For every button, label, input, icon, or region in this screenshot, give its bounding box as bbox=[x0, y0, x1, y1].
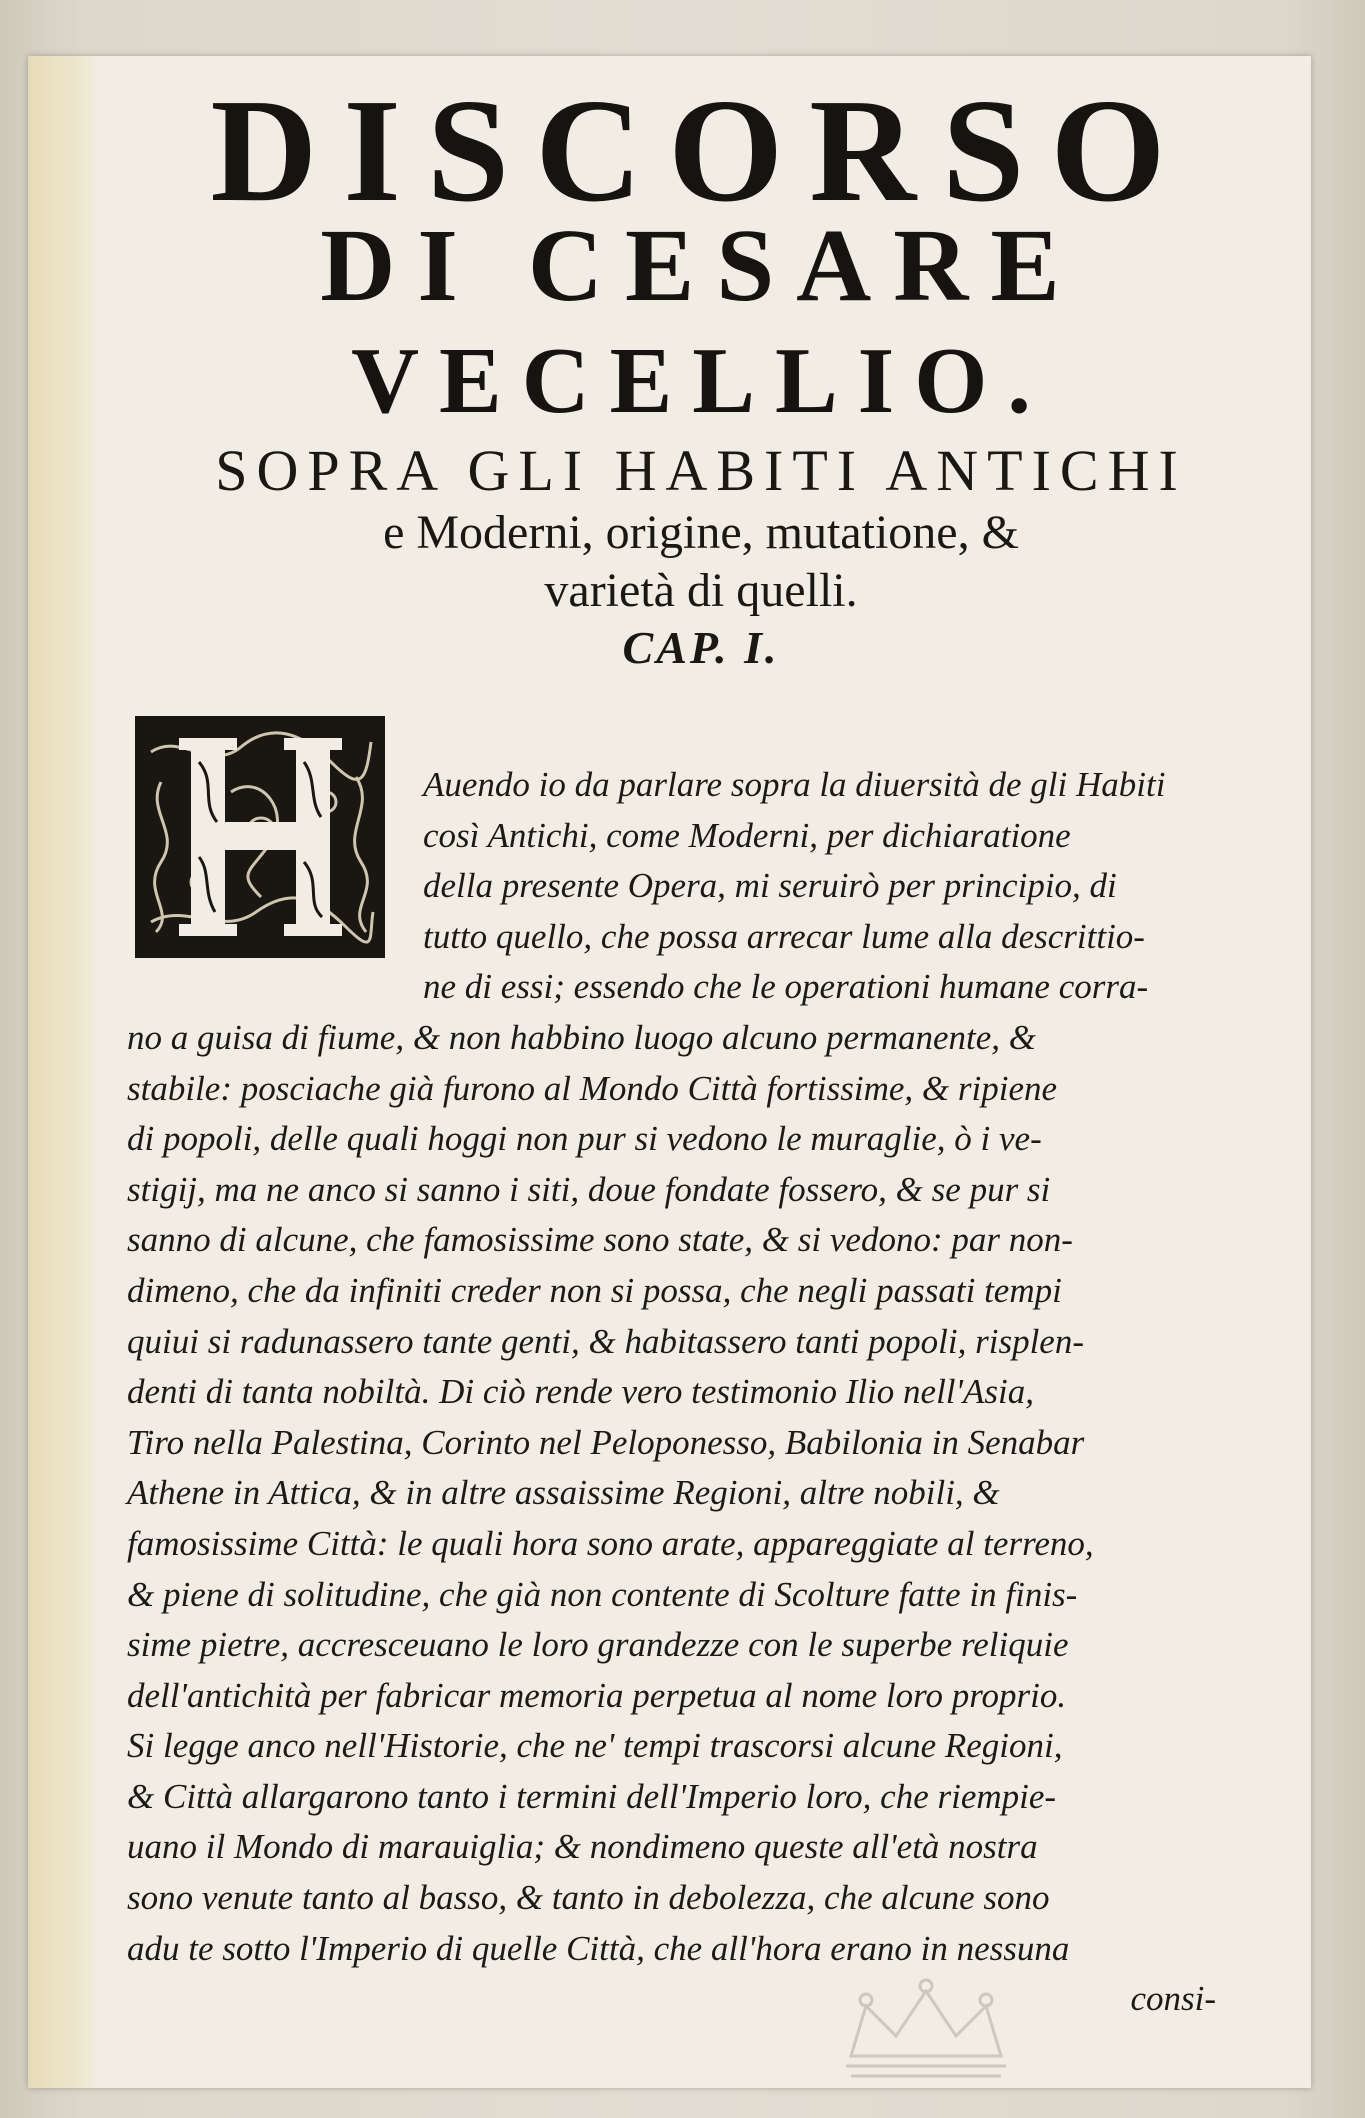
text-line: di popoli, delle quali hoggi non pur si vedono le muraglie, ò i ve- bbox=[127, 1119, 1042, 1159]
text-line: Athene in Attica, & in altre assaissime Regioni, altre nobili, & bbox=[127, 1473, 1000, 1513]
text-line: sono venute tanto al basso, & tanto in debolezza, che alcune sono bbox=[127, 1878, 1050, 1918]
text-line: & piene di solitudine, che già non contente di Scolture fatte in finis- bbox=[127, 1574, 1078, 1614]
text-line: tutto quello, che possa arrecar lume alla descrittio- bbox=[423, 916, 1145, 956]
text-line: ne di essi; essendo che le operationi humane corra- bbox=[423, 967, 1149, 1007]
text-line: Tiro nella Palestina, Corinto nel Peloponesso, Babilonia in Senabar bbox=[127, 1422, 1085, 1462]
crown-stamp-icon bbox=[831, 1976, 1021, 2086]
text-line: no a guisa di fiume, & non habbino luogo alcuno permanente, & bbox=[127, 1017, 1036, 1057]
text-line: quiui si radunassero tante genti, & habitassero tanti popoli, risplen- bbox=[127, 1321, 1084, 1361]
text-line: della presente Opera, mi seruirò per principio, di bbox=[423, 866, 1117, 906]
text-line: denti di tanta nobiltà. Di ciò rende vero testimonio Ilio nell'Asia, bbox=[127, 1372, 1034, 1412]
text-line: sanno di alcune, che famosissime sono state, & si vedono: par non- bbox=[127, 1220, 1073, 1260]
subtitle: SOPRA GLI HABITI ANTICHI bbox=[215, 438, 1187, 503]
catchword: consi- bbox=[1130, 1979, 1216, 2019]
text-line: uano il Mondo di marauiglia; & nondimeno queste all'età nostra bbox=[127, 1827, 1038, 1867]
text-line: adu te sotto l'Imperio di quelle Città, che all'hora erano in nessuna bbox=[127, 1928, 1070, 1968]
text-line: dell'antichità per fabricar memoria perpetua al nome loro proprio. bbox=[127, 1675, 1067, 1715]
subtitle-line-2: e Moderni, origine, mutatione, & bbox=[383, 506, 1019, 559]
text-line: dimeno, che da infiniti creder non si possa, che negli passati tempi bbox=[127, 1270, 1062, 1310]
subtitle-line-3: varietà di quelli. bbox=[544, 564, 858, 617]
text-line: famosissime Città: le quali hora sono arate, appareggiate al terreno, bbox=[127, 1523, 1094, 1563]
text-line: & Città allargarono tanto i termini dell'Imperio loro, che riempie- bbox=[127, 1776, 1057, 1816]
text-line: stabile: posciache già furono al Mondo Città fortissime, & ripiene bbox=[127, 1068, 1058, 1108]
book-page bbox=[28, 56, 1311, 2088]
chapter-heading: CAP. I. bbox=[622, 622, 780, 673]
title-line-1: DISCORSO bbox=[210, 69, 1192, 233]
text-line: stigij, ma ne anco si sanno i siti, doue fondate fossero, & se pur si bbox=[127, 1169, 1051, 1209]
title-line-3: VECELLIO. bbox=[351, 329, 1051, 433]
text-line: sime pietre, accresceuano le loro grandezze con le superbe reliquie bbox=[127, 1625, 1069, 1665]
text-line: Si legge anco nell'Historie, che ne' tempi trascorsi alcune Regioni, bbox=[127, 1726, 1063, 1766]
text-line: Auendo io da parlare sopra la diuersità de gli Habiti bbox=[423, 765, 1166, 804]
body-text bbox=[127, 760, 1321, 2025]
text-line: così Antichi, come Moderni, per dichiaratione bbox=[423, 815, 1071, 855]
title-line-2: DI CESARE bbox=[320, 208, 1082, 323]
